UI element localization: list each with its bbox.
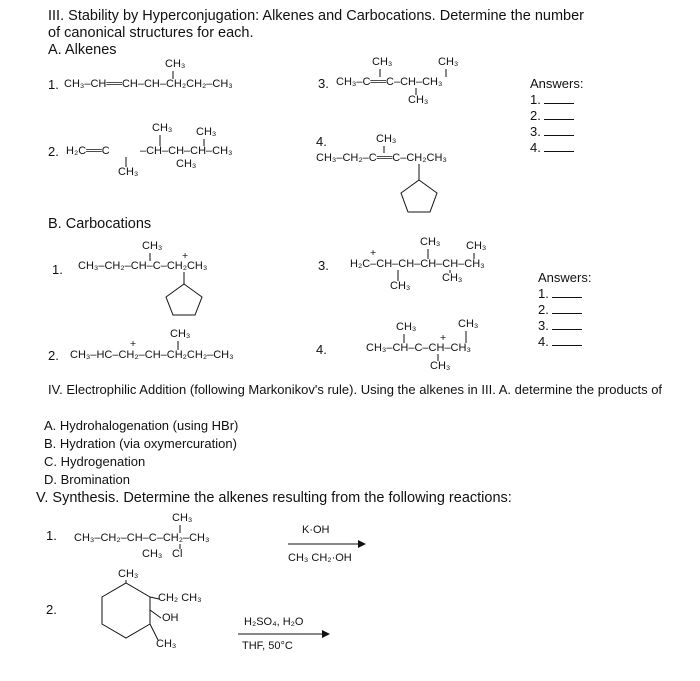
answers-a-label: Answers:: [530, 76, 584, 91]
carbocation-3-methyl-top-2: CH₃: [466, 240, 487, 252]
answer-b-1[interactable]: 1.: [538, 286, 582, 301]
section-4-item-b: B. Hydration (via oxymercuration): [44, 436, 237, 451]
carbocation-4-formula: CH₃–CH–C–CH–CH₃: [366, 342, 471, 354]
reaction-2-cyclohexane-ring: [102, 583, 150, 638]
carbocation-1-number: 1.: [52, 262, 63, 277]
section-4-item-c: C. Hydrogenation: [44, 454, 146, 469]
carbocation-4-charge: +: [440, 332, 447, 344]
reaction-2-hydroxyl: OH: [162, 612, 179, 624]
carbocation-3-formula: H₂C–CH–CH–CH–CH–CH₃: [350, 258, 485, 270]
alkene-4-cyclopentane-ring: [401, 180, 437, 212]
reaction-1-chloro: Cl: [172, 548, 183, 560]
reaction-2-hydroxyl-bond: [150, 610, 161, 618]
alkene-3-formula: CH₃–C══C–CH–CH₃: [336, 76, 443, 88]
section-3-heading-line-1: III. Stability by Hyperconjugation: Alkenes and Carbocations. Determine the number: [48, 8, 584, 24]
carbocation-3-methyl-top-1: CH₃: [420, 236, 441, 248]
alkene-4-methyl: CH₃: [376, 133, 397, 145]
section-3-heading-line-2: of canonical structures for each.: [48, 25, 254, 41]
answer-b-3[interactable]: 3.: [538, 318, 582, 333]
alkene-3-methyl-top-2: CH₃: [438, 56, 459, 68]
alkene-1-number: 1.: [48, 77, 59, 92]
answers-b-label: Answers:: [538, 270, 592, 285]
reaction-1-number: 1.: [46, 528, 57, 543]
carbocation-1-methyl: CH₃: [142, 240, 163, 252]
alkene-4-formula: CH₃–CH₂–C══C–CH₂CH₃: [316, 152, 447, 164]
reaction-1-formula: CH₃–CH₂–CH–C–CH₂–CH₃: [74, 532, 210, 544]
carbocation-2-formula: CH₃–HC–CH₂–CH–CH₂CH₂–CH₃: [70, 349, 234, 361]
alkene-2-methyl-top-1: CH₃: [152, 122, 173, 134]
carbocation-4-methyl-top-1: CH₃: [396, 321, 417, 333]
carbocation-1-charge: +: [182, 250, 189, 262]
alkene-3-methyl-bottom: CH₃: [408, 94, 429, 106]
carbocation-2-charge: +: [130, 338, 137, 350]
reaction-2-number: 2.: [46, 602, 57, 617]
alkene-2-number: 2.: [48, 144, 59, 159]
section-4-item-d: D. Bromination: [44, 472, 130, 487]
carbocation-3-methyl-bottom-1: CH₃: [390, 280, 411, 292]
carbocation-3-methyl-bottom-2: CH₃: [442, 272, 463, 284]
reaction-1-solvent: CH₃ CH₂·OH: [288, 552, 352, 564]
alkene-1-methyl: CH₃: [165, 58, 186, 70]
carbocation-2-methyl: CH₃: [170, 328, 191, 340]
alkene-2-methyl-top-2: CH₃: [196, 126, 217, 138]
answer-a-4[interactable]: 4.: [530, 140, 574, 155]
alkene-2-methyl-bottom-1: CH₃: [118, 166, 139, 178]
alkene-3-number: 3.: [318, 76, 329, 91]
alkene-2-formula-b: –CH–CH–CH–CH₃: [140, 145, 233, 157]
answer-a-2[interactable]: 2.: [530, 108, 574, 123]
subsection-alkenes: A. Alkenes: [48, 42, 117, 58]
reaction-2-reagent: H₂SO₄, H₂O: [244, 616, 304, 628]
alkene-1-formula: CH₃–CH══CH–CH–CH₂CH₂–CH₃: [64, 78, 233, 90]
reaction-2-arrow-head: [322, 630, 330, 638]
carbocation-4-methyl-bottom: CH₃: [430, 360, 451, 372]
answer-b-4[interactable]: 4.: [538, 334, 582, 349]
reaction-1-arrow-head: [358, 540, 366, 548]
carbocation-3-charge: +: [370, 247, 377, 259]
carbocation-3-number: 3.: [318, 258, 329, 273]
carbocation-4-methyl-top-2: CH₃: [458, 318, 479, 330]
reaction-1-methyl-bottom: CH₃: [142, 548, 163, 560]
carbocation-1-cyclopentane-ring: [166, 284, 202, 315]
answer-b-2[interactable]: 2.: [538, 302, 582, 317]
reaction-2-methyl-bottom-bond: [150, 624, 158, 640]
reaction-2-ethyl: CH₂ CH₃: [158, 592, 202, 604]
reaction-2-methyl-top: CH₃: [118, 568, 139, 580]
alkene-4-number: 4.: [316, 134, 327, 149]
carbocation-4-number: 4.: [316, 342, 327, 357]
reaction-1-methyl-top: CH₃: [172, 512, 193, 524]
answer-a-1[interactable]: 1.: [530, 92, 574, 107]
alkene-2-methyl-bottom-2: CH₃: [176, 158, 197, 170]
subsection-carbocations: B. Carbocations: [48, 216, 152, 232]
reaction-2-ethyl-bond: [150, 597, 159, 599]
reaction-2-conditions: THF, 50°C: [242, 640, 293, 652]
section-4-item-a: A. Hydrohalogenation (using HBr): [44, 418, 239, 433]
alkene-3-methyl-top-1: CH₃: [372, 56, 393, 68]
section-4-heading: IV. Electrophilic Addition (following Markonikov's rule). Using the alkenes in III. A. determine the products of: [48, 382, 663, 397]
carbocation-2-number: 2.: [48, 348, 59, 363]
reaction-1-reagent: K·OH: [302, 524, 330, 536]
section-5-heading: V. Synthesis. Determine the alkenes resulting from the following reactions:: [36, 490, 512, 506]
alkene-2-formula-a: H₂C══C: [66, 145, 110, 157]
carbocation-1-formula: CH₃–CH₂–CH–C–CH₂CH₃: [78, 260, 208, 272]
answer-a-3[interactable]: 3.: [530, 124, 574, 139]
reaction-2-methyl-bottom: CH₃: [156, 638, 177, 650]
